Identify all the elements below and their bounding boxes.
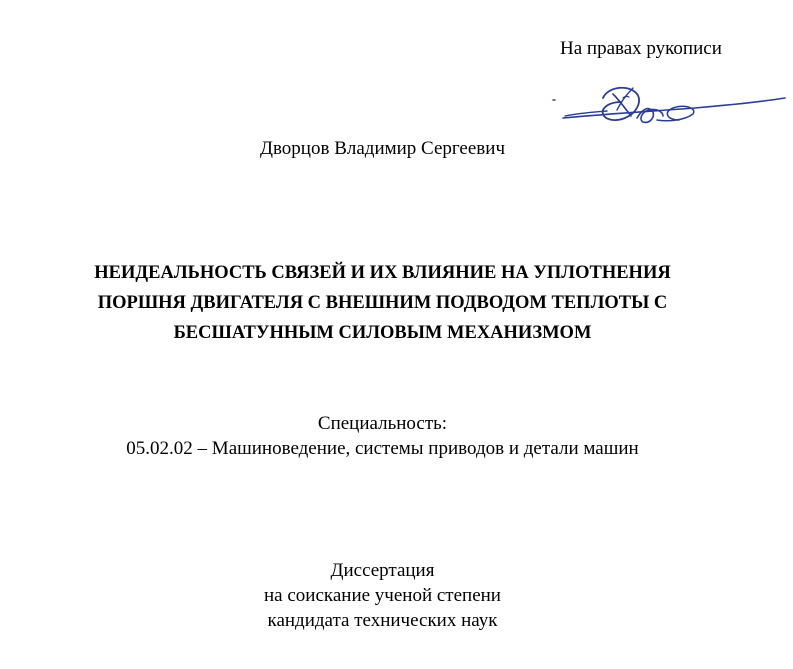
title-line: НЕИДЕАЛЬНОСТЬ СВЯЗЕЙ И ИХ ВЛИЯНИЕ НА УПЛОТНЕНИЯ [94,263,671,283]
author-name: Дворцов Владимир Сергеевич [260,138,505,159]
title-line: ПОРШНЯ ДВИГАТЕЛЯ С ВНЕШНИМ ПОДВОДОМ ТЕПЛОТЫ С [97,293,668,313]
specialty-value: 05.02.02 – Машиноведение, системы приводов и детали машин [126,438,639,459]
dissertation-title [0,258,765,348]
specialty-block [0,411,765,461]
rights-notice: На правах рукописи [560,38,722,59]
degree-block [0,558,765,633]
degree-line: на соискание ученой степени [264,585,501,606]
specialty-label: Специальность: [317,413,448,434]
signature-icon [545,78,790,138]
title-line: БЕСШАТУННЫМ СИЛОВЫМ МЕХАНИЗМОМ [173,323,592,343]
degree-line: Диссертация [330,560,435,581]
degree-line: кандидата технических наук [267,610,498,631]
